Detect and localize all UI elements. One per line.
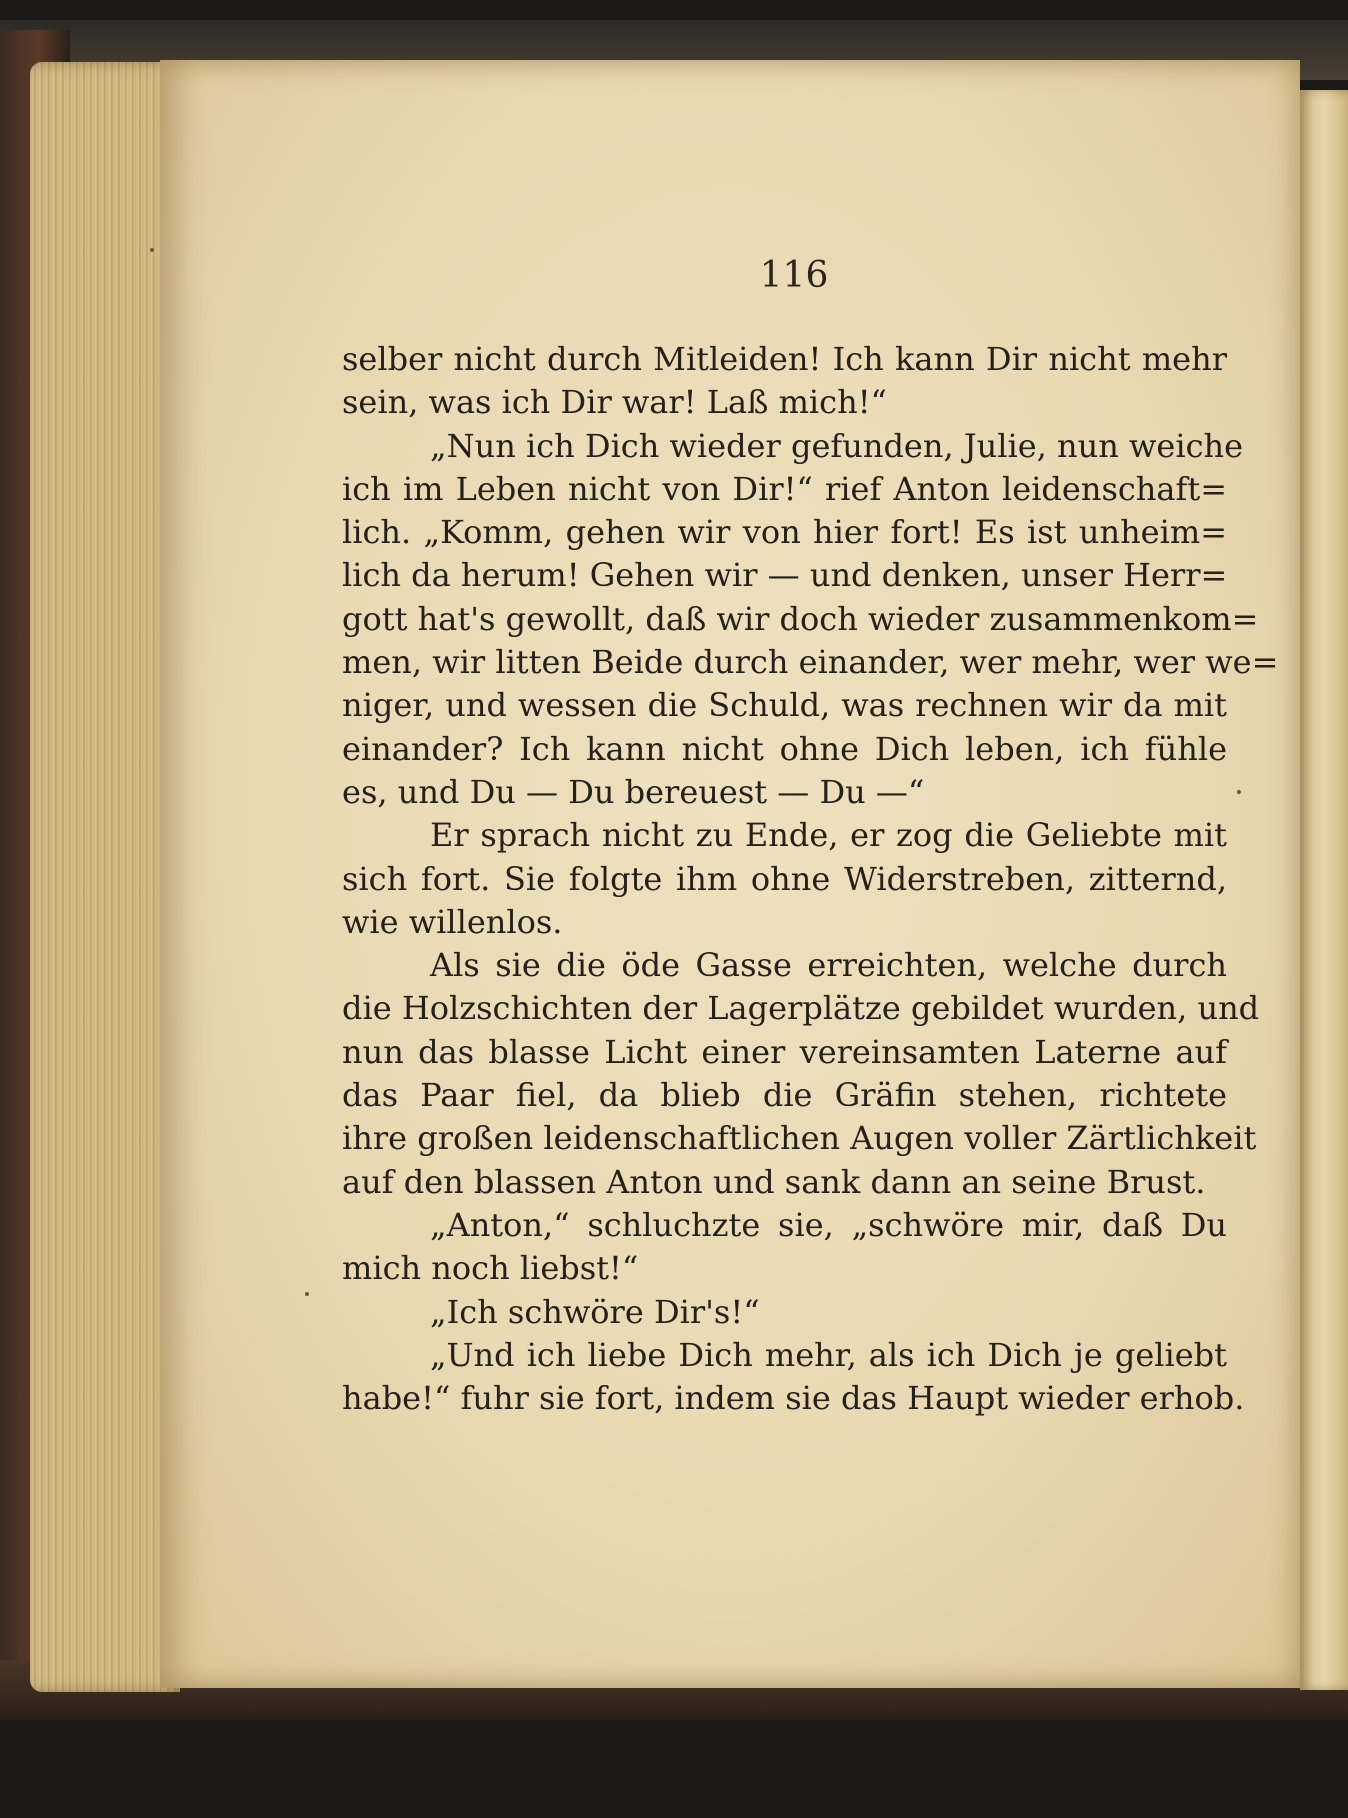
facing-page-edge (1300, 90, 1348, 1690)
text-line: gott hat's gewollt, daß wir doch wieder zusammenkom= (342, 599, 1259, 638)
text-line: wie willenlos. (342, 902, 563, 941)
text-line: ihre großen leidenschaftlichen Augen voller Zärtlichkeit (342, 1119, 1257, 1158)
text-line: sein, was ich Dir war! Laß mich!“ (342, 383, 887, 422)
text-line: niger, und wessen die Schuld, was rechnen wir da mit (342, 686, 1227, 725)
text-line: „Nun ich Dich wieder gefunden, Julie, nun weiche (430, 426, 1244, 465)
text-line: das Paar fiel, da blieb die Gräfin stehen, richtete (342, 1076, 1227, 1115)
text-line: „Ich schwöre Dir's!“ (430, 1292, 760, 1331)
page-stack-edge (30, 62, 180, 1692)
text-line: „Und ich liebe Dich mehr, als ich Dich je geliebt (430, 1335, 1227, 1374)
text-line: ich im Leben nicht von Dir!“ rief Anton leidenschaft= (342, 469, 1227, 508)
text-line: mich noch liebst!“ (342, 1249, 639, 1288)
page-number: 116 (759, 255, 829, 296)
text-line: „Anton,“ schluchzte sie, „schwöre mir, daß Du (430, 1205, 1227, 1244)
text-line: auf den blassen Anton und sank dann an seine Brust. (342, 1162, 1206, 1201)
text-line: Er sprach nicht zu Ende, er zog die Geliebte mit (430, 816, 1227, 855)
dust-speck (150, 248, 154, 252)
dust-speck (305, 1292, 309, 1296)
text-line: sich fort. Sie folgte ihm ohne Widerstreben, zitternd, (342, 859, 1227, 898)
text-line: nun das blasse Licht einer vereinsamten Laterne auf (342, 1032, 1227, 1071)
text-line: lich. „Komm, gehen wir von hier fort! Es ist unheim= (342, 513, 1227, 552)
body-text (342, 338, 1279, 1420)
text-line: men, wir litten Beide durch einander, wer mehr, wer we= (342, 643, 1279, 682)
dust-speck (1237, 790, 1241, 794)
text-line: habe!“ fuhr sie fort, indem sie das Haupt wieder erhob. (342, 1379, 1245, 1418)
text-line: die Holzschichten der Lagerplätze gebildet wurden, und (342, 989, 1260, 1028)
text-line: es, und Du — Du bereuest — Du —“ (342, 772, 925, 811)
text-line: Als sie die öde Gasse erreichten, welche durch (430, 946, 1227, 985)
text-line: selber nicht durch Mitleiden! Ich kann Dir nicht mehr (342, 340, 1227, 378)
text-line: einander? Ich kann nicht ohne Dich leben, ich fühle (342, 729, 1227, 768)
text-line: lich da herum! Gehen wir — und denken, unser Herr= (342, 556, 1228, 595)
